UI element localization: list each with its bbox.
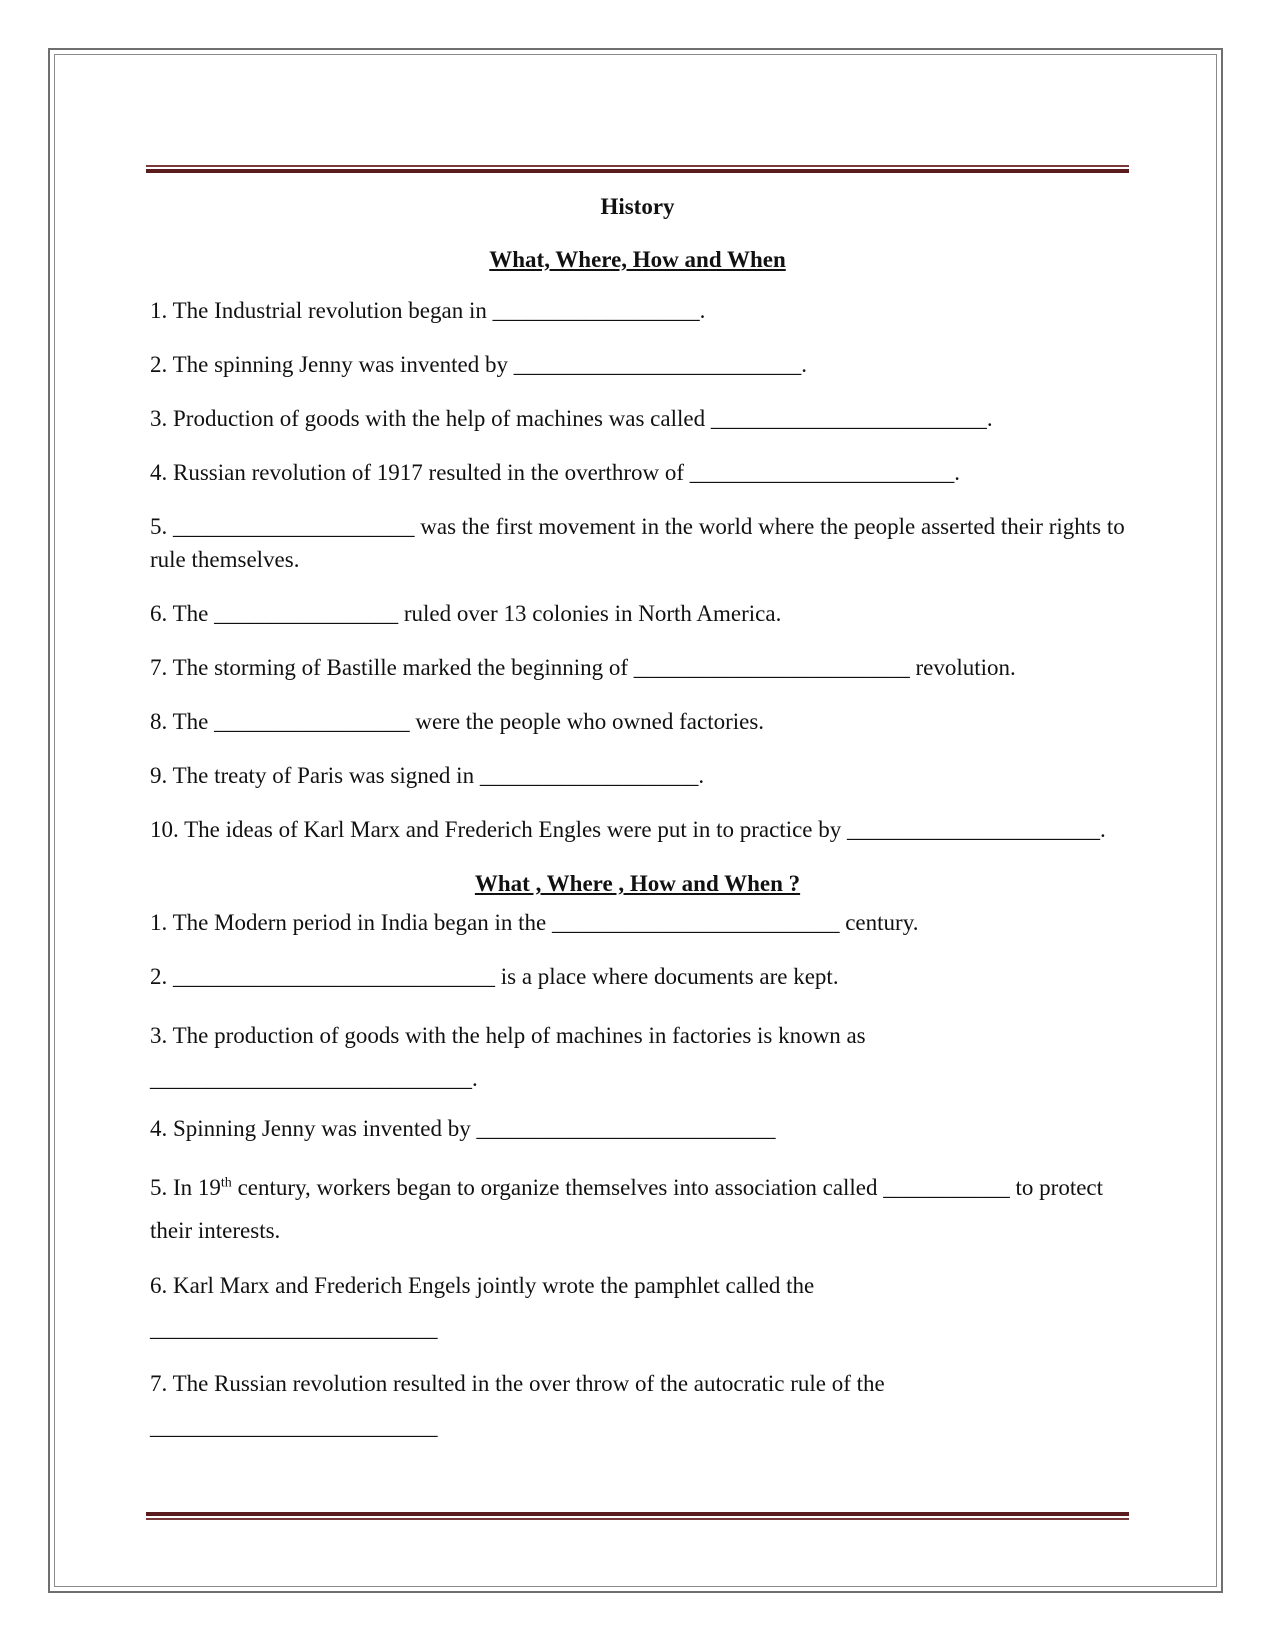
section-2-question-6 (150, 1264, 1125, 1350)
section-2-question-3 (150, 1014, 1125, 1100)
section-2-question-7 (150, 1362, 1125, 1448)
question-6: 6. The ________________ ruled over 13 colonies in North America. (150, 601, 782, 626)
section-2-title: What , Where , How and When ? (474, 871, 801, 896)
question-1: 1. The Industrial revolution began in __________________. (150, 298, 706, 323)
bottom-rule (146, 1512, 1129, 1520)
question-8: 8. The _________________ were the people who owned factories. (150, 709, 765, 734)
section-2-question-5 (150, 1166, 1125, 1252)
section-2-question-1: 1. The Modern period in India began in the _________________________ century. (150, 910, 919, 935)
question-9: 9. The treaty of Paris was signed in ___________________. (150, 763, 705, 788)
ordinal-suffix: th (220, 1175, 232, 1191)
question-3: 3. Production of goods with the help of machines was called ________________________. (150, 406, 993, 431)
section-2-question-4: 4. Spinning Jenny was invented by __________________________ (150, 1116, 776, 1141)
question-10: 10. The ideas of Karl Marx and Frederich Engles were put in to practice by ______________________. (150, 817, 1106, 842)
section-1-title: What, Where, How and When (489, 247, 786, 272)
answer-blank: _________________________ (150, 1414, 438, 1439)
question-text: 7. The Russian revolution resulted in the over throw of the autocratic rule of the (150, 1371, 885, 1396)
question-text-end: century, workers began to organize themselves into association called ___________ to protect their interests. (150, 1175, 1104, 1243)
question-text-start: 5. In 19 (150, 1175, 221, 1200)
top-rule (146, 165, 1129, 173)
question-text: 3. The production of goods with the help of machines in factories is known as (150, 1023, 866, 1048)
question-4: 4. Russian revolution of 1917 resulted in the overthrow of _______________________. (150, 460, 961, 485)
question-5: 5. _____________________ was the first movement in the world where the people asserted their rights to rule themselves. (150, 514, 1125, 572)
worksheet-content (150, 190, 1125, 1460)
answer-blank: ____________________________. (150, 1066, 478, 1091)
question-2: 2. The spinning Jenny was invented by _________________________. (150, 352, 807, 377)
section-2-question-2: 2. ____________________________ is a place where documents are kept. (150, 964, 839, 989)
answer-blank: _________________________ (150, 1316, 438, 1341)
question-text: 6. Karl Marx and Frederich Engels jointly wrote the pamphlet called the (150, 1273, 815, 1298)
question-7: 7. The storming of Bastille marked the beginning of ________________________ revolution. (150, 655, 1016, 680)
subject-title: History (600, 194, 675, 219)
